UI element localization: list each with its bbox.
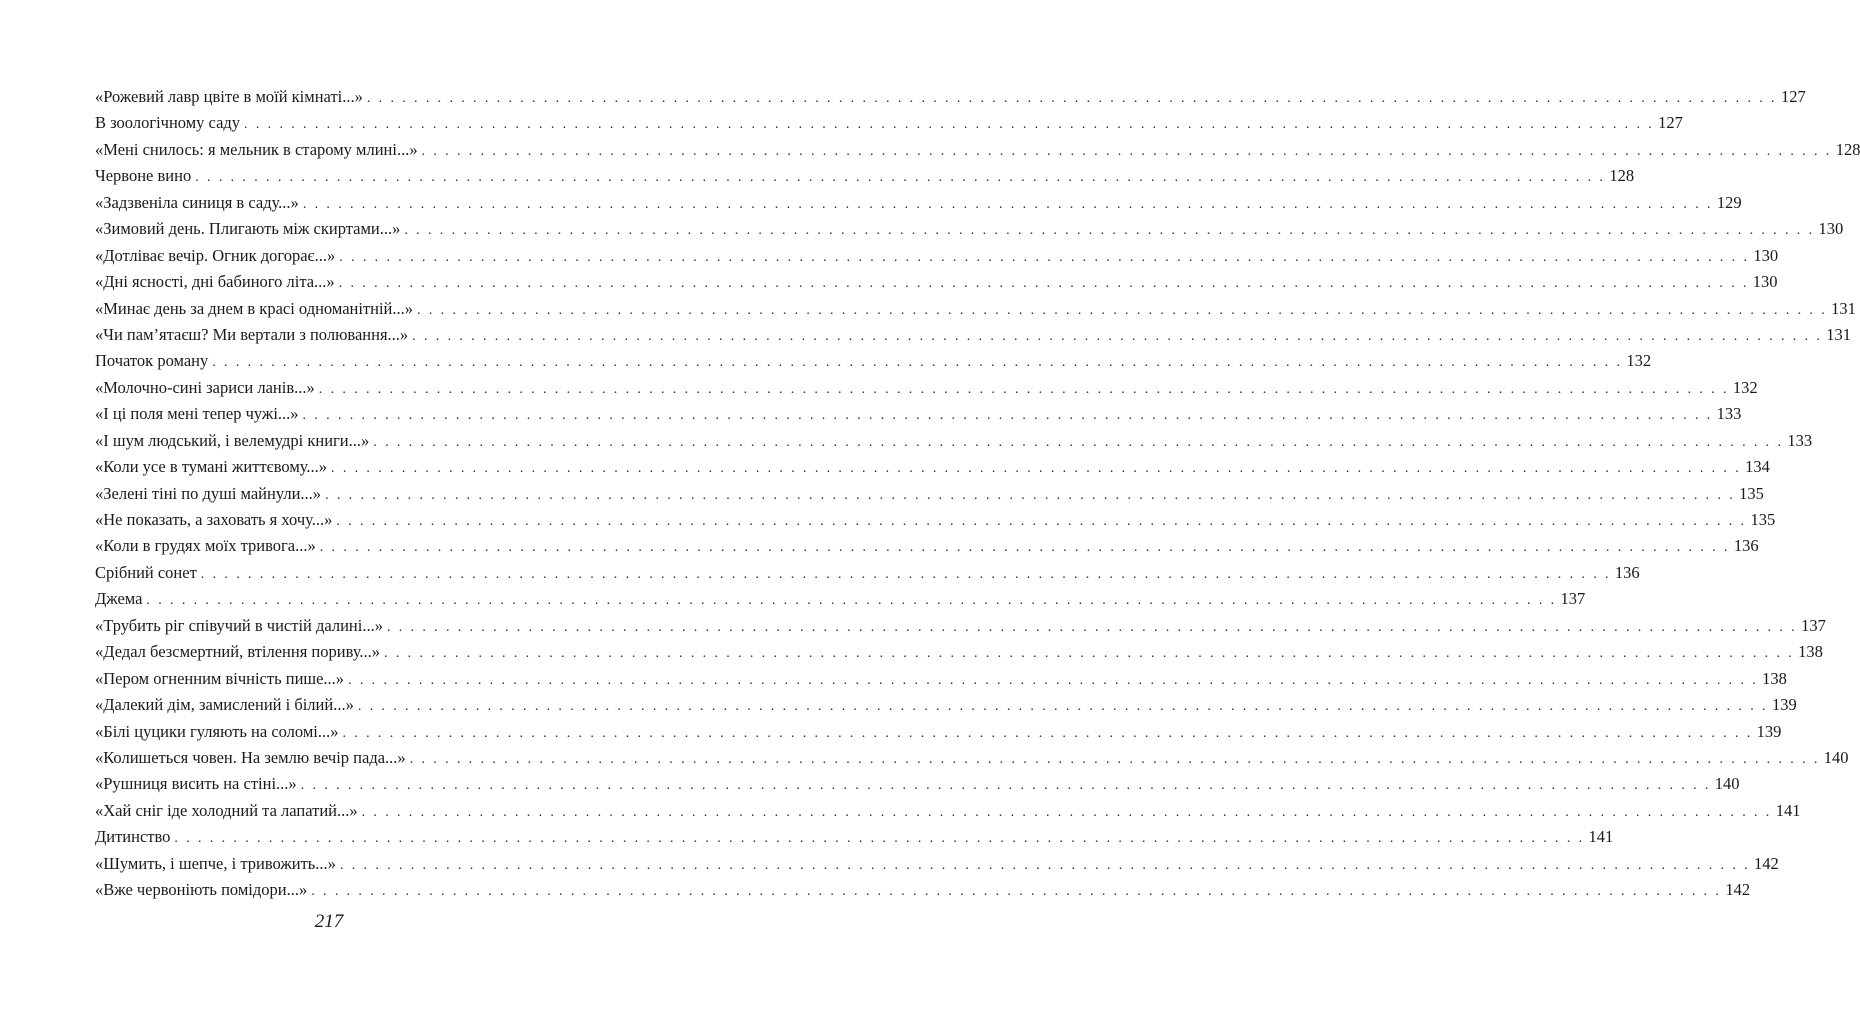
toc-entry-title: «Чи пам’ятаєш? Ми вертали з полювання...» — [95, 324, 409, 344]
toc-leader-dots: . . . . . . . . . . . . . . . . . . . . . . . . . . . . . . . . . . . . . . . . . . . . . . . . . . . . . . . . . . . . . . . . . . . . . . . . . . . . . . . . . . . . . . . . . . . . . . . . . . . . . . . . . . . . . . . . . . . . . . . . — [319, 540, 1730, 556]
toc-entry — [95, 348, 1652, 374]
toc-entry-page: 137 — [1560, 589, 1586, 609]
toc-entry — [95, 190, 1742, 216]
toc-leader-dots: . . . . . . . . . . . . . . . . . . . . . . . . . . . . . . . . . . . . . . . . . . . . . . . . . . . . . . . . . . . . . . . . . . . . . . . . . . . . . . . . . . . . . . . . . . . . . . . . . . . . . . . . . . . . . . . . . . . . . . . . — [342, 725, 1753, 741]
toc-leader-dots: . . . . . . . . . . . . . . . . . . . . . . . . . . . . . . . . . . . . . . . . . . . . . . . . . . . . . . . . . . . . . . . . . . . . . . . . . . . . . . . . . . . . . . . . . . . . . . . . . . . . . . . . . . . . . . . . . . . . . . . . — [244, 117, 1655, 133]
toc-entry — [95, 216, 1844, 242]
toc-leader-dots: . . . . . . . . . . . . . . . . . . . . . . . . . . . . . . . . . . . . . . . . . . . . . . . . . . . . . . . . . . . . . . . . . . . . . . . . . . . . . . . . . . . . . . . . . . . . . . . . . . . . . . . . . . . . . . . . . . . . . . . . — [200, 566, 1611, 582]
toc-entry-title: «Хай сніг іде холодний та лапатий...» — [95, 800, 358, 820]
toc-leader-dots: . . . . . . . . . . . . . . . . . . . . . . . . . . . . . . . . . . . . . . . . . . . . . . . . . . . . . . . . . . . . . . . . . . . . . . . . . . . . . . . . . . . . . . . . . . . . . . . . . . . . . . . . . . . . . . . . . . . . . . . . — [146, 593, 1557, 609]
toc-entry-page: 138 — [1798, 642, 1823, 662]
toc-entry — [95, 533, 1759, 559]
toc-leader-dots: . . . . . . . . . . . . . . . . . . . . . . . . . . . . . . . . . . . . . . . . . . . . . . . . . . . . . . . . . . . . . . . . . . . . . . . . . . . . . . . . . . . . . . . . . . . . . . . . . . . . . . . . . . . . . . . . . . . . . . . . — [421, 143, 1832, 159]
toc-entry-page: 142 — [1725, 880, 1751, 900]
toc-entry — [95, 481, 1764, 507]
table-of-contents — [95, 84, 1860, 904]
toc-entry-title: «Пером огненним вічність пише...» — [95, 668, 345, 688]
toc-entry-page: 128 — [1609, 166, 1635, 186]
toc-leader-dots: . . . . . . . . . . . . . . . . . . . . . . . . . . . . . . . . . . . . . . . . . . . . . . . . . . . . . . . . . . . . . . . . . . . . . . . . . . . . . . . . . . . . . . . . . . . . . . . . . . . . . . . . . . . . . . . . . . . . . . . . — [331, 461, 1742, 477]
toc-entry — [95, 798, 1801, 824]
toc-entry — [95, 851, 1779, 877]
toc-leader-dots: . . . . . . . . . . . . . . . . . . . . . . . . . . . . . . . . . . . . . . . . . . . . . . . . . . . . . . . . . . . . . . . . . . . . . . . . . . . . . . . . . . . . . . . . . . . . . . . . . . . . . . . . . . . . . . . . . . . . . . . . — [339, 249, 1750, 265]
toc-entry — [95, 824, 1614, 850]
toc-entry — [95, 163, 1635, 189]
toc-leader-dots: . . . . . . . . . . . . . . . . . . . . . . . . . . . . . . . . . . . . . . . . . . . . . . . . . . . . . . . . . . . . . . . . . . . . . . . . . . . . . . . . . . . . . . . . . . . . . . . . . . . . . . . . . . . . . . . . . . . . . . . . — [348, 672, 1759, 688]
toc-entry — [95, 613, 1826, 639]
toc-entry-page: 128 — [1835, 139, 1860, 159]
toc-leader-dots: . . . . . . . . . . . . . . . . . . . . . . . . . . . . . . . . . . . . . . . . . . . . . . . . . . . . . . . . . . . . . . . . . . . . . . . . . . . . . . . . . . . . . . . . . . . . . . . . . . . . . . . . . . . . . . . . . . . . . . . . — [174, 831, 1585, 847]
toc-entry-title: «Далекий дім, замислений і білий...» — [95, 695, 354, 715]
toc-entry — [95, 719, 1782, 745]
toc-entry-title: «Задзвеніла синиця в саду...» — [95, 192, 299, 212]
toc-leader-dots: . . . . . . . . . . . . . . . . . . . . . . . . . . . . . . . . . . . . . . . . . . . . . . . . . . . . . . . . . . . . . . . . . . . . . . . . . . . . . . . . . . . . . . . . . . . . . . . . . . . . . . . . . . . . . . . . . . . . . . . . — [212, 355, 1623, 371]
toc-entry-title: «Дотліває вечір. Огник догорає...» — [95, 245, 336, 265]
toc-entry-title: Дитинство — [95, 827, 171, 847]
toc-entry-page: 138 — [1762, 668, 1787, 688]
toc-entry — [95, 322, 1852, 348]
toc-entry-page: 134 — [1745, 457, 1770, 477]
toc-entry — [95, 560, 1640, 586]
toc-entry-title: «Колишеться човен. На землю вечір пада...» — [95, 747, 406, 767]
toc-leader-dots: . . . . . . . . . . . . . . . . . . . . . . . . . . . . . . . . . . . . . . . . . . . . . . . . . . . . . . . . . . . . . . . . . . . . . . . . . . . . . . . . . . . . . . . . . . . . . . . . . . . . . . . . . . . . . . . . . . . . . . . . — [336, 514, 1747, 529]
toc-entry — [95, 586, 1586, 612]
toc-entry-title: «Дні ясності, дні бабиного літа...» — [95, 272, 335, 292]
toc-entry-page: 140 — [1823, 747, 1849, 767]
toc-leader-dots: . . . . . . . . . . . . . . . . . . . . . . . . . . . . . . . . . . . . . . . . . . . . . . . . . . . . . . . . . . . . . . . . . . . . . . . . . . . . . . . . . . . . . . . . . . . . . . . . . . . . . . . . . . . . . . . . . . . . . . . . — [386, 619, 1798, 635]
toc-entry — [95, 296, 1856, 322]
toc-entry-page: 130 — [1818, 219, 1844, 239]
toc-entry-title: «І шум людський, і велемудрі книги...» — [95, 430, 370, 450]
toc-leader-dots: . . . . . . . . . . . . . . . . . . . . . . . . . . . . . . . . . . . . . . . . . . . . . . . . . . . . . . . . . . . . . . . . . . . . . . . . . . . . . . . . . . . . . . . . . . . . . . . . . . . . . . . . . . . . . . . . . . . . . . . . — [404, 223, 1815, 239]
toc-entry — [95, 639, 1823, 665]
toc-entry-page: 137 — [1801, 615, 1826, 635]
toc-entry — [95, 269, 1778, 295]
toc-entry-title: «Рушниця висить на стіні...» — [95, 774, 297, 794]
toc-leader-dots: . . . . . . . . . . . . . . . . . . . . . . . . . . . . . . . . . . . . . . . . . . . . . . . . . . . . . . . . . . . . . . . . . . . . . . . . . . . . . . . . . . . . . . . . . . . . . . . . . . . . . . . . . . . . . . . . . . . . . . . . — [361, 804, 1772, 820]
toc-entry-page: 130 — [1753, 245, 1779, 265]
toc-entry-title: «Коли в грудях моїх тривога...» — [95, 536, 316, 556]
toc-entry — [95, 110, 1683, 136]
toc-entry-page: 127 — [1780, 87, 1806, 106]
toc-entry — [95, 454, 1770, 480]
toc-entry-page: 132 — [1732, 377, 1758, 397]
toc-entry-page: 139 — [1771, 695, 1797, 715]
toc-entry-title: «Рожевий лавр цвіте в моїй кімнаті...» — [95, 87, 363, 106]
toc-entry-page: 130 — [1752, 272, 1778, 292]
toc-entry-title: «Не показать, а заховать я хочу...» — [95, 510, 333, 529]
toc-entry — [95, 745, 1849, 771]
toc-leader-dots: . . . . . . . . . . . . . . . . . . . . . . . . . . . . . . . . . . . . . . . . . . . . . . . . . . . . . . . . . . . . . . . . . . . . . . . . . . . . . . . . . . . . . . . . . . . . . . . . . . . . . . . . . . . . . . . . . . . . . . . . — [302, 408, 1713, 424]
toc-entry — [95, 692, 1797, 718]
toc-entry — [95, 428, 1813, 454]
toc-leader-dots: . . . . . . . . . . . . . . . . . . . . . . . . . . . . . . . . . . . . . . . . . . . . . . . . . . . . . . . . . . . . . . . . . . . . . . . . . . . . . . . . . . . . . . . . . . . . . . . . . . . . . . . . . . . . . . . . . . . . . . . . — [195, 170, 1606, 186]
toc-entry-title: «Зелені тіні по душі майнули...» — [95, 483, 322, 503]
toc-entry-title: «Зимовий день. Плигають між скиртами...» — [95, 219, 401, 239]
toc-entry-page: 136 — [1733, 536, 1759, 556]
toc-entry — [95, 666, 1787, 692]
toc-entry-page: 139 — [1756, 721, 1782, 741]
toc-entry-title: «Мені снилось: я мельник в старому млині...» — [95, 139, 418, 159]
toc-entry-title: «Трубить ріг співучий в чистій далині...» — [95, 615, 383, 635]
toc-entry-title: Джема — [95, 589, 143, 609]
toc-leader-dots: . . . . . . . . . . . . . . . . . . . . . . . . . . . . . . . . . . . . . . . . . . . . . . . . . . . . . . . . . . . . . . . . . . . . . . . . . . . . . . . . . . . . . . . . . . . . . . . . . . . . . . . . . . . . . . . . . . . . . . . . — [300, 778, 1711, 794]
toc-entry-page: 133 — [1716, 404, 1742, 424]
toc-entry-title: В зоологічному саду — [95, 113, 241, 133]
toc-leader-dots: . . . . . . . . . . . . . . . . . . . . . . . . . . . . . . . . . . . . . . . . . . . . . . . . . . . . . . . . . . . . . . . . . . . . . . . . . . . . . . . . . . . . . . . . . . . . . . . . . . . . . . . . . . . . . . . . . . . . . . . . — [339, 857, 1751, 873]
toc-entry-page: 136 — [1614, 562, 1640, 582]
toc-entry — [95, 243, 1779, 269]
toc-entry-title: «Білі цуцики гуляють на соломі...» — [95, 721, 339, 741]
toc-leader-dots: . . . . . . . . . . . . . . . . . . . . . . . . . . . . . . . . . . . . . . . . . . . . . . . . . . . . . . . . . . . . . . . . . . . . . . . . . . . . . . . . . . . . . . . . . . . . . . . . . . . . . . . . . . . . . . . . . . . . . . . . — [302, 196, 1713, 212]
toc-entry-title: «Вже червоніють помідори...» — [95, 880, 308, 900]
toc-entry-page: 129 — [1716, 192, 1742, 212]
toc-leader-dots: . . . . . . . . . . . . . . . . . . . . . . . . . . . . . . . . . . . . . . . . . . . . . . . . . . . . . . . . . . . . . . . . . . . . . . . . . . . . . . . . . . . . . . . . . . . . . . . . . . . . . . . . . . . . . . . . . . . . . . . . — [318, 381, 1729, 397]
toc-entry — [95, 375, 1758, 401]
toc-entry-title: Початок роману — [95, 351, 209, 371]
toc-leader-dots: . . . . . . . . . . . . . . . . . . . . . . . . . . . . . . . . . . . . . . . . . . . . . . . . . . . . . . . . . . . . . . . . . . . . . . . . . . . . . . . . . . . . . . . . . . . . . . . . . . . . . . . . . . . . . . . . . . . . . . . . — [384, 646, 1795, 662]
toc-entry — [95, 877, 1751, 903]
toc-entry-title: Срібний сонет — [95, 562, 197, 582]
toc-entry-page: 141 — [1588, 827, 1614, 847]
toc-leader-dots: . . . . . . . . . . . . . . . . . . . . . . . . . . . . . . . . . . . . . . . . . . . . . . . . . . . . . . . . . . . . . . . . . . . . . . . . . . . . . . . . . . . . . . . . . . . . . . . . . . . . . . . . . . . . . . . . . . . . . . . . — [412, 328, 1823, 344]
toc-entry-page: 133 — [1787, 430, 1813, 450]
toc-leader-dots: . . . . . . . . . . . . . . . . . . . . . . . . . . . . . . . . . . . . . . . . . . . . . . . . . . . . . . . . . . . . . . . . . . . . . . . . . . . . . . . . . . . . . . . . . . . . . . . . . . . . . . . . . . . . . . . . . . . . . . . . — [325, 487, 1736, 503]
toc-leader-dots: . . . . . . . . . . . . . . . . . . . . . . . . . . . . . . . . . . . . . . . . . . . . . . . . . . . . . . . . . . . . . . . . . . . . . . . . . . . . . . . . . . . . . . . . . . . . . . . . . . . . . . . . . . . . . . . . . . . . . . . . — [373, 434, 1784, 450]
toc-entry-page: 142 — [1754, 853, 1779, 873]
toc-entry-title: «Минає день за днем в красі одноманітній...» — [95, 298, 414, 318]
toc-entry-page: 135 — [1750, 510, 1776, 529]
toc-leader-dots: . . . . . . . . . . . . . . . . . . . . . . . . . . . . . . . . . . . . . . . . . . . . . . . . . . . . . . . . . . . . . . . . . . . . . . . . . . . . . . . . . . . . . . . . . . . . . . . . . . . . . . . . . . . . . . . . . . . . . . . . — [311, 884, 1722, 900]
page-number: 217 — [314, 911, 344, 932]
toc-entry — [95, 507, 1776, 533]
toc-entry-page: 140 — [1714, 774, 1740, 794]
toc-entry-title: «Шумить, і шепче, і тривожить...» — [95, 853, 336, 873]
toc-entry-title: «Молочно-сині зариси ланів...» — [95, 377, 315, 397]
toc-entry-page: 132 — [1626, 351, 1652, 371]
toc-entry-page: 131 — [1826, 324, 1852, 344]
toc-leader-dots: . . . . . . . . . . . . . . . . . . . . . . . . . . . . . . . . . . . . . . . . . . . . . . . . . . . . . . . . . . . . . . . . . . . . . . . . . . . . . . . . . . . . . . . . . . . . . . . . . . . . . . . . . . . . . . . . . . . . . . . . — [417, 302, 1828, 318]
toc-entry-title: Червоне вино — [95, 166, 192, 186]
toc-entry — [95, 401, 1742, 427]
toc-entry-page: 131 — [1831, 298, 1856, 318]
toc-leader-dots: . . . . . . . . . . . . . . . . . . . . . . . . . . . . . . . . . . . . . . . . . . . . . . . . . . . . . . . . . . . . . . . . . . . . . . . . . . . . . . . . . . . . . . . . . . . . . . . . . . . . . . . . . . . . . . . . . . . . . . . . — [409, 751, 1820, 767]
toc-entry-page: 135 — [1739, 483, 1764, 503]
toc-leader-dots: . . . . . . . . . . . . . . . . . . . . . . . . . . . . . . . . . . . . . . . . . . . . . . . . . . . . . . . . . . . . . . . . . . . . . . . . . . . . . . . . . . . . . . . . . . . . . . . . . . . . . . . . . . . . . . . . . . . . . . . . — [366, 91, 1777, 106]
toc-entry — [95, 84, 1806, 110]
toc-leader-dots: . . . . . . . . . . . . . . . . . . . . . . . . . . . . . . . . . . . . . . . . . . . . . . . . . . . . . . . . . . . . . . . . . . . . . . . . . . . . . . . . . . . . . . . . . . . . . . . . . . . . . . . . . . . . . . . . . . . . . . . . — [357, 699, 1768, 715]
toc-leader-dots: . . . . . . . . . . . . . . . . . . . . . . . . . . . . . . . . . . . . . . . . . . . . . . . . . . . . . . . . . . . . . . . . . . . . . . . . . . . . . . . . . . . . . . . . . . . . . . . . . . . . . . . . . . . . . . . . . . . . . . . . — [338, 276, 1749, 292]
toc-entry-page: 141 — [1775, 800, 1801, 820]
toc-entry-title: «Коли усе в тумані життєвому...» — [95, 457, 328, 477]
toc-entry — [95, 771, 1740, 797]
toc-entry — [95, 137, 1860, 163]
toc-entry-title: «Дедал безсмертний, втілення пориву...» — [95, 642, 381, 662]
toc-entry-page: 127 — [1658, 113, 1683, 133]
toc-entry-title: «І ці поля мені тепер чужі...» — [95, 404, 299, 424]
